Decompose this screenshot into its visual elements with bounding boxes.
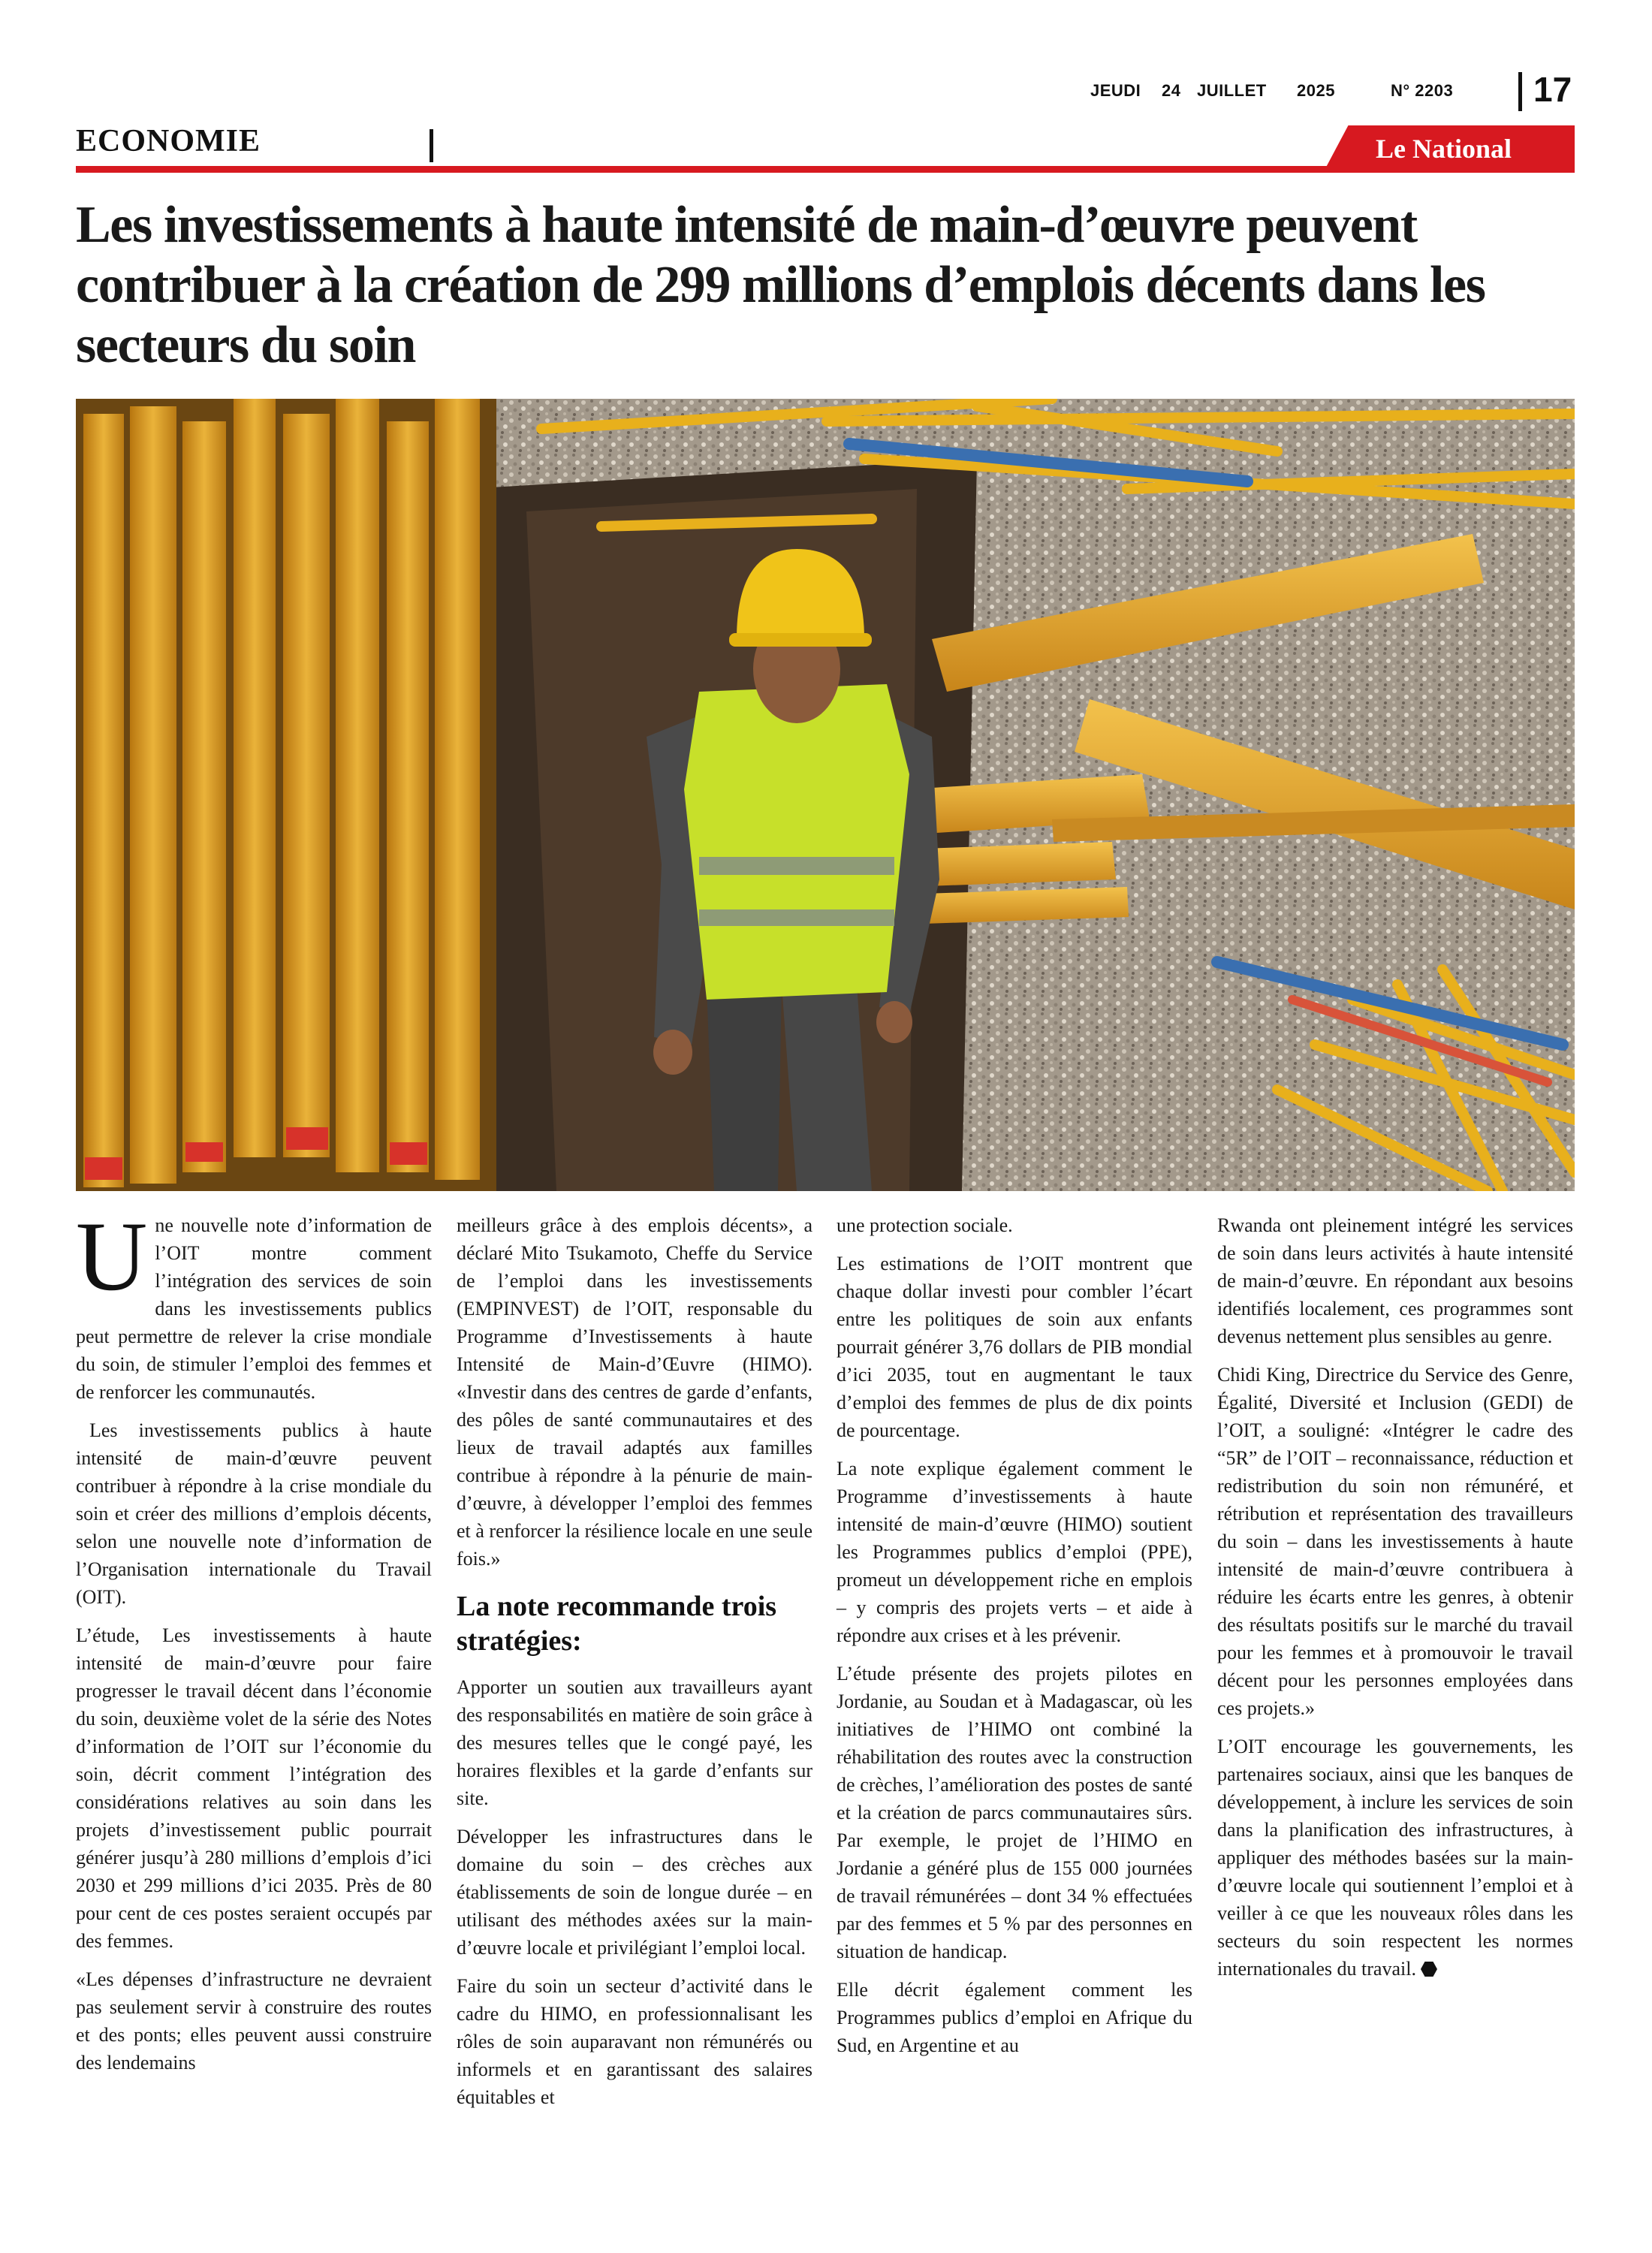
body-paragraph: L’étude, Les investissements à haute intensité de main-d’œuvre pour faire progresser le travail décent dans l’économie du soin, deuxième volet de la série des Notes d’information de l’OIT sur l’économie du soin, décrit comment l’intégration des considérations relatives au soin dans les projets d’investissement public pourrait générer jusqu’à 280 millions d’emplois d’ici 2030 et 299 millions d’ici 2035. Près de 80 pour cent de ces postes seraient occupés par des femmes. [76, 1624, 432, 1952]
article-column-2 [457, 1211, 812, 2122]
body-paragraph: Elle décrit également comment les Programmes publics d’emploi en Afrique du Sud, en Argentine et au [837, 1979, 1192, 2056]
page-number: 17 [1533, 70, 1572, 109]
lead-paragraph [76, 1201, 432, 1406]
closing-paragraph-text: L’OIT encourage les gouvernements, les partenaires sociaux, ainsi que les banques de développement, à inclure les services de soin dans la planification des infrastructures, à appliquer des méthodes basées sur la main-d’œuvre locale qui soutiennent l’emploi et à veiller à ce que les nouveaux rôles dans les secteurs du soin respectent les normes internationales du travail. [1217, 1736, 1573, 1980]
issue-number: N° 2203 [1391, 81, 1454, 100]
body-paragraph: L’étude présente des projets pilotes en Jordanie, au Soudan et à Madagascar, où les initiatives de l’HIMO ont combiné la réhabilitation des routes avec la construction de crèches, l’amélioration des postes de santé et la création de parcs communautaires sûrs. Par exemple, le projet de l’HIMO en Jordanie a généré plus de 155 000 journées de travail rémunérées – dont 34 % effectuées par des femmes et 5 % par des personnes en situation de handicap. [837, 1663, 1192, 1962]
body-paragraph: Apporter un soutien aux travailleurs ayant des responsabilités en matière de soin grâce à des mesures telles que le congé payé, les horaires flexibles et la garde d’enfants sur site. [457, 1676, 812, 1809]
issue-day: JEUDI [1090, 81, 1141, 100]
article-photo [76, 399, 1575, 1191]
brand-name: Le National [1376, 134, 1512, 164]
drop-cap: U [76, 1201, 148, 1311]
article-column-3 [837, 1211, 1192, 2070]
body-paragraph: une protection sociale. [837, 1214, 1013, 1236]
article-column-1 [76, 1201, 432, 2087]
body-paragraph: Faire du soin un secteur d’activité dans le cadre du HIMO, en professionnalisant les rôles de soin auparavant non rémunérés ou informels et en garantissant des salaires équitables et [457, 1975, 812, 2108]
body-paragraph: La note explique également comment le Programme d’investissements à haute intensité de main-d’œuvre (HIMO) soutient les Programmes publics d’emploi (PPE), promeut un développement riche en emplois – y compris des projets verts – et aide à répondre aux crises et à les prévenir. [837, 1458, 1192, 1646]
issue-date-number: 24 [1162, 81, 1181, 100]
body-paragraph: «Les dépenses d’infrastructure ne devraient pas seulement servir à construire des routes et des ponts; elles peuvent aussi construire des lendemains [76, 1968, 432, 2074]
issue-month: JUILLET [1197, 81, 1267, 100]
body-paragraph: meilleurs grâce à des emplois décents», a déclaré Mito Tsukamoto, Cheffe du Service de l’emploi dans les investissements (EMPINVEST) de l’OIT, responsable du Programme d’Investissements à haute Intensité de Main-d’Œuvre (HIMO). «Investir dans des centres de garde d’enfants, des pôles de santé communautaires et des lieux de travail adaptés aux familles contribue à répondre à la pénurie de main-d’œuvre, à développer l’emploi des femmes et à renforcer la résilience locale en une seule fois.» [457, 1214, 812, 1570]
construction-worker-photo [76, 399, 1575, 1191]
header-rule [76, 166, 1575, 173]
body-paragraph: Développer les infrastructures dans le domaine du soin – des crèches aux établissements de soin de longue durée – en utilisant des méthodes axées sur la main-d’œuvre locale et privilégiant l’emploi local. [457, 1826, 812, 1959]
article-headline: Les investissements à haute intensité de main-d’œuvre peuvent contribuer à la création de 299 millions d’emplois décents dans les secteurs du soin [76, 196, 1485, 374]
hexagon-end-mark-icon [1421, 1962, 1437, 1977]
issue-year: 2025 [1297, 81, 1335, 100]
section-title: ECONOMIE [76, 124, 261, 158]
article-column-4 [1217, 1211, 1573, 1993]
body-paragraph: Les investissements publics à haute intensité de main-d’œuvre peuvent contribuer à répondre à la crise mondiale du soin et créer des millions d’emplois décents, selon une nouvelle note d’information de l’Organisation internationale du Travail (OIT). [76, 1419, 432, 1608]
closing-paragraph [1217, 1733, 1573, 1983]
subheading: La note recommande trois stratégies: [457, 1591, 777, 1657]
body-paragraph: Rwanda ont pleinement intégré les services de soin dans leurs activités à haute intensité de main-d’œuvre. En répondant aux besoins identifiés localement, ces programmes sont devenus nettement plus sensibles au genre. [1217, 1214, 1573, 1347]
body-paragraph: Chidi King, Directrice du Service des Genre, Égalité, Diversité et Inclusion (GEDI) de l’OIT, a souligné: «Intégrer le cadre des “5R” de l’OIT – reconnaissance, réduction et redistribution du soin non rémunéré, et rétribution et représentation des travailleurs du soin – dans les investissements à haute intensité de main-d’œuvre contribuera à réduire les écarts entre les genres, à obtenir des résultats positifs sur le marché du travail pour les femmes et à promouvoir le travail décent pour les personnes employées dans ces projets.» [1217, 1364, 1573, 1719]
lead-paragraph-text: ne nouvelle note d’information de l’OIT montre comment l’intégration des services de soin dans les investissements publics peut permettre de relever la crise mondiale du soin, de stimuler l’emploi des femmes et de renforcer les communautés. [76, 1214, 432, 1403]
section-divider [430, 129, 433, 162]
body-paragraph: Les estimations de l’OIT montrent que chaque dollar investi pour combler l’écart entre les politiques de soin aux enfants pourrait générer 3,76 dollars de PIB mondial d’ici 2035, tout en augmentant le taux d’emploi des femmes de plus de dix points de pourcentage. [837, 1253, 1192, 1441]
page-number-divider [1518, 72, 1522, 111]
